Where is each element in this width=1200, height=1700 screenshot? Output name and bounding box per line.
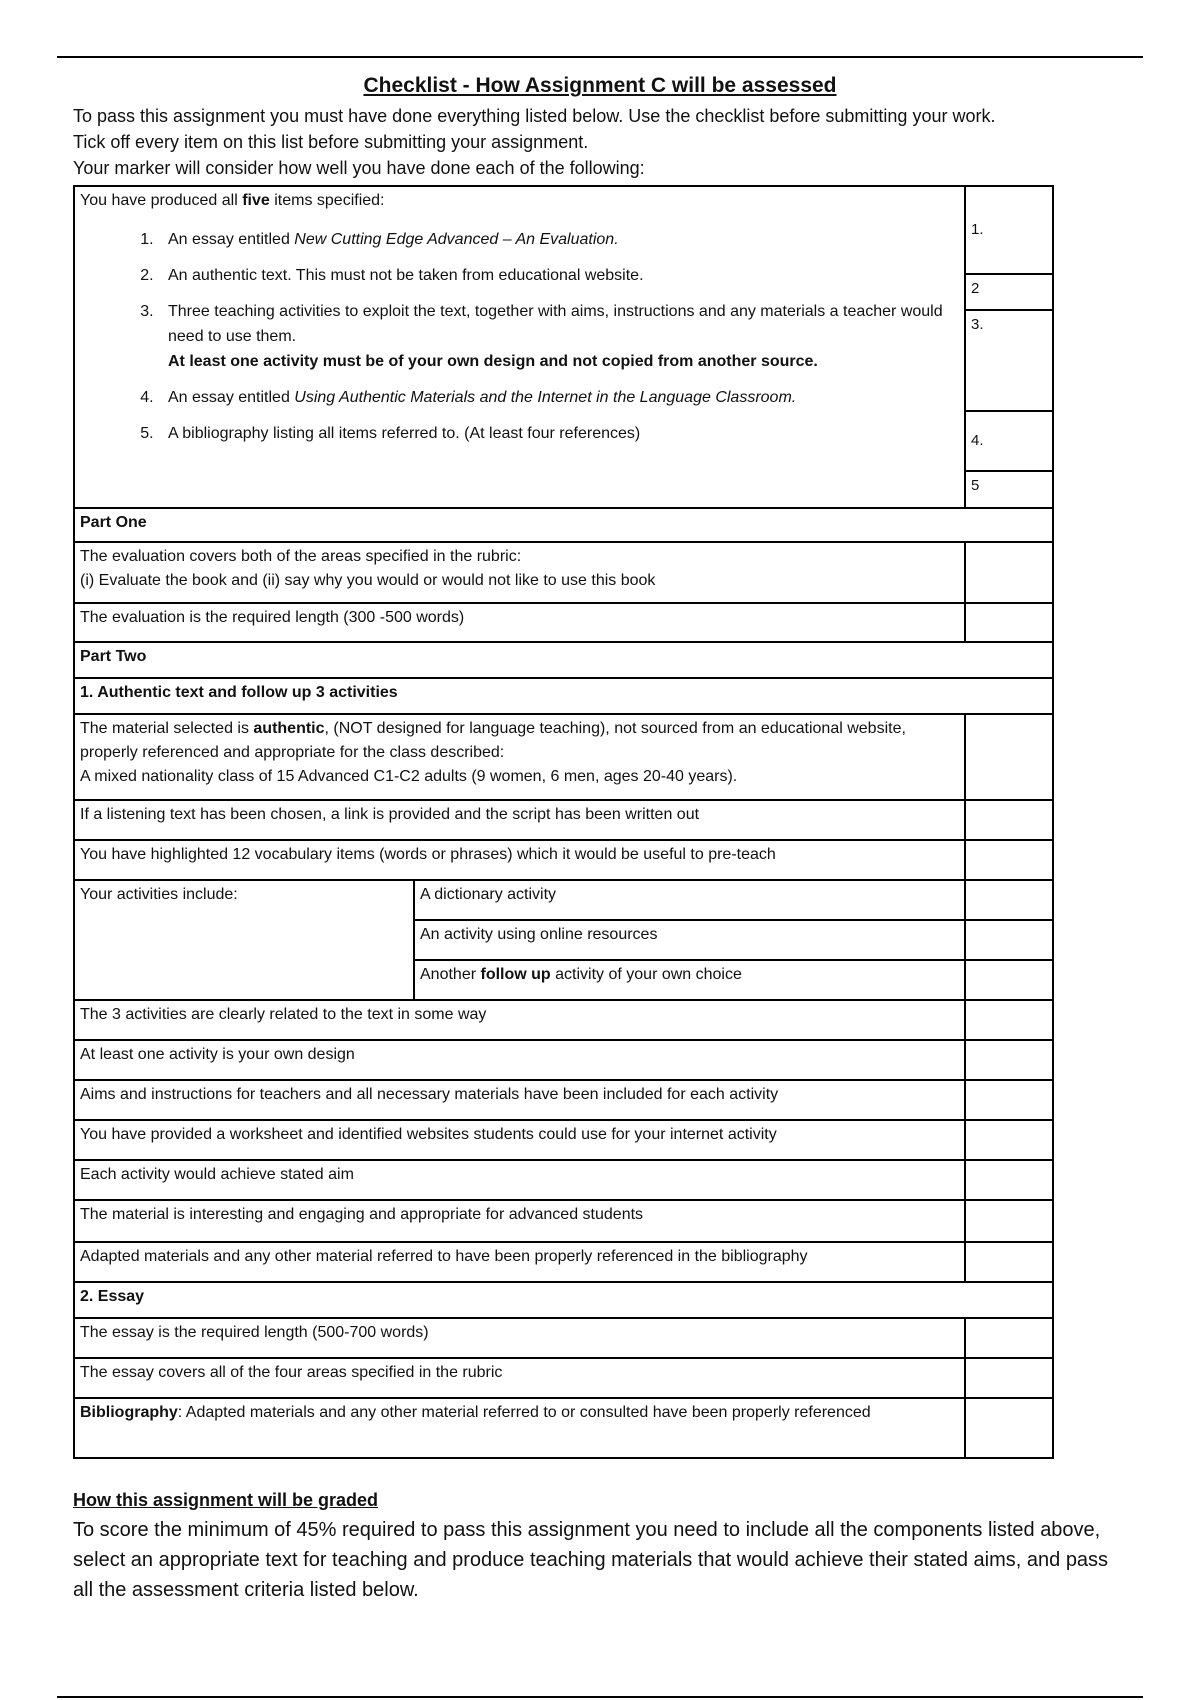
criteria-row: You have provided a worksheet and identified websites students could use for your internet activity <box>74 1120 965 1160</box>
bibliography-row: Bibliography: Adapted materials and any other material referred to or consulted have been properly referenced <box>74 1398 965 1458</box>
criteria-row: Each activity would achieve stated aim <box>74 1160 965 1200</box>
tick-box[interactable] <box>965 714 1053 800</box>
list-item: 5. A bibliography listing all items referred to. (At least four references) <box>158 421 959 446</box>
activities-label: Your activities include: <box>74 880 414 1000</box>
tick-box[interactable] <box>965 1242 1053 1282</box>
items-lead: You have produced all five items specified: <box>80 192 385 209</box>
part-one-row: The evaluation covers both of the areas specified in the rubric: (i) Evaluate the book and (ii) say why you would or would not like to use this book <box>74 542 965 603</box>
tick-box[interactable] <box>965 1040 1053 1080</box>
section-1-heading: 1. Authentic text and follow up 3 activities <box>74 678 1053 714</box>
tick-box[interactable] <box>965 1398 1053 1458</box>
bottom-rule <box>57 1696 1143 1698</box>
activity-item: Another follow up activity of your own choice <box>414 960 965 1000</box>
tick-box[interactable] <box>965 1200 1053 1242</box>
tick-box[interactable] <box>965 960 1053 1000</box>
items-list <box>80 227 959 446</box>
checklist-table <box>73 185 1054 1459</box>
list-item: 3. Three teaching activities to exploit the text, together with aims, instructions and any materials a teacher would need to use them. At least one activity must be of your own design and not copied from another source. <box>158 299 959 374</box>
criteria-row: If a listening text has been chosen, a link is provided and the script has been written out <box>74 800 965 840</box>
activity-item: A dictionary activity <box>414 880 965 920</box>
tick-box[interactable] <box>965 1120 1053 1160</box>
criteria-row: The 3 activities are clearly related to the text in some way <box>74 1000 965 1040</box>
tick-box[interactable] <box>965 840 1053 880</box>
tick-box[interactable] <box>965 920 1053 960</box>
page-title: Checklist - How Assignment C will be assessed <box>363 74 837 97</box>
activity-item: An activity using online resources <box>414 920 965 960</box>
tick-box[interactable] <box>965 1080 1053 1120</box>
essay-row: The essay is the required length (500-700 words) <box>74 1318 965 1358</box>
tick-box[interactable] <box>965 800 1053 840</box>
intro-line: To pass this assignment you must have done everything listed below. Use the checklist before submitting your work. <box>73 106 996 126</box>
part-two-heading: Part Two <box>74 642 1053 678</box>
criteria-row: The material is interesting and engaging and appropriate for advanced students <box>74 1200 965 1242</box>
tick-box-3[interactable]: 3. <box>965 310 1053 411</box>
intro-text <box>73 103 995 181</box>
top-rule <box>57 56 1143 58</box>
tick-box[interactable] <box>965 542 1053 603</box>
grading-text: To score the minimum of 45% required to pass this assignment you need to include all the components listed above, select an appropriate text for teaching and produce teaching materials that would achieve their stated aims, and pass all the assessment criteria listed below. <box>73 1519 1109 1601</box>
tick-box[interactable] <box>965 880 1053 920</box>
criteria-row: Aims and instructions for teachers and all necessary materials have been included for each activity <box>74 1080 965 1120</box>
part-one-heading: Part One <box>74 508 1053 542</box>
tick-box[interactable] <box>965 1000 1053 1040</box>
tick-box-4[interactable]: 4. <box>965 411 1053 471</box>
list-item: 4. An essay entitled Using Authentic Materials and the Internet in the Language Classroom. <box>158 385 959 410</box>
tick-box[interactable] <box>965 1318 1053 1358</box>
authentic-row: The material selected is authentic, (NOT designed for language teaching), not sourced from an educational website, properly referenced and appropriate for the class described: A mixed nationality class of 15 Advanced C1-C2 adults (9 women, 6 men, ages 20-40 years). <box>74 714 965 800</box>
grading-section <box>73 1490 1113 1605</box>
criteria-row: At least one activity is your own design <box>74 1040 965 1080</box>
intro-line: Tick off every item on this list before submitting your assignment. <box>73 132 589 152</box>
tick-box[interactable] <box>965 1358 1053 1398</box>
tick-box-1[interactable]: 1. <box>965 186 1053 274</box>
essay-row: The essay covers all of the four areas specified in the rubric <box>74 1358 965 1398</box>
tick-box-5[interactable]: 5 <box>965 471 1053 508</box>
list-item: 2. An authentic text. This must not be taken from educational website. <box>158 263 959 288</box>
tick-box[interactable] <box>965 1160 1053 1200</box>
criteria-row: You have highlighted 12 vocabulary items (words or phrases) which it would be useful to pre-teach <box>74 840 965 880</box>
grading-heading: How this assignment will be graded <box>73 1490 379 1510</box>
tick-box-2[interactable]: 2 <box>965 274 1053 310</box>
part-one-row: The evaluation is the required length (300 -500 words) <box>74 603 965 642</box>
criteria-row: Adapted materials and any other material referred to have been properly referenced in the bibliography <box>74 1242 965 1282</box>
list-item: 1. An essay entitled New Cutting Edge Advanced – An Evaluation. <box>158 227 959 252</box>
section-2-heading: 2. Essay <box>74 1282 1053 1318</box>
intro-line: Your marker will consider how well you have done each of the following: <box>73 158 645 178</box>
items-cell <box>74 186 965 508</box>
tick-box[interactable] <box>965 603 1053 642</box>
